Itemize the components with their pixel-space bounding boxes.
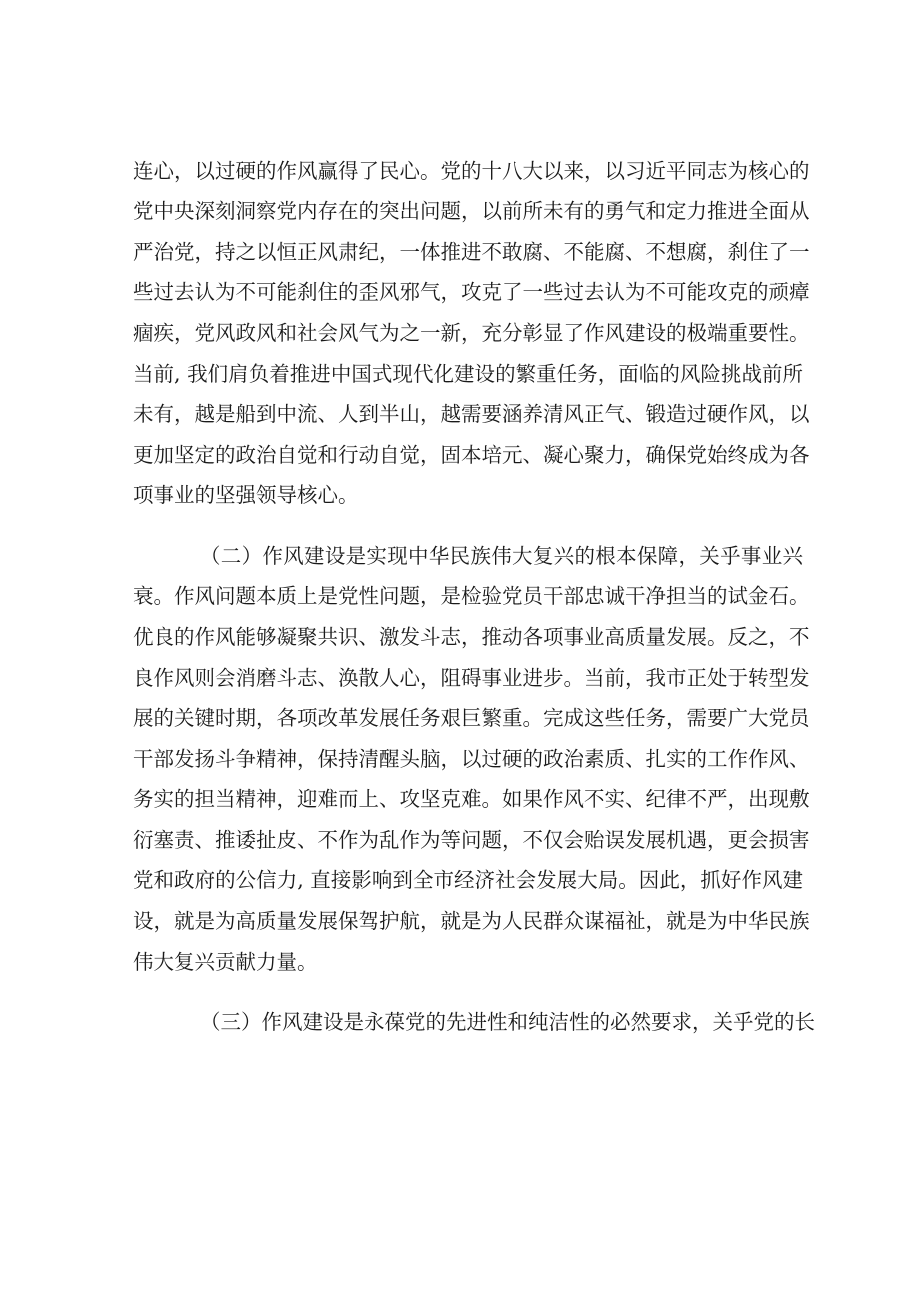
paragraph-2-line-1: （二）作风建设是实现中华民族伟大复兴的根本保障，关乎事业兴 bbox=[200, 544, 803, 568]
paragraph-2-line-10: 设，就是为高质量发展保驾护航，就是为人民群众谋福祉，就是为中华民族 bbox=[133, 909, 810, 933]
paragraph-2-line-2: 衰。作风问题本质上是党性问题，是检验党员干部忠诚干净担当的试金石。 bbox=[133, 584, 810, 608]
paragraph-1-line-2: 党中央深刻洞察党内存在的突出问题，以前所未有的勇气和定力推进全面从 bbox=[133, 199, 810, 223]
paragraph-2-line-4: 良作风则会消磨斗志、涣散人心，阻碍事业进步。当前，我市正处于转型发 bbox=[133, 666, 810, 690]
paragraph-3-line-1: （三）作风建设是永葆党的先进性和纯洁性的必然要求，关乎党的长 bbox=[200, 1010, 815, 1034]
paragraph-1-line-9: 项事业的坚强领导核心。 bbox=[133, 483, 359, 507]
paragraph-2-line-8: 衍塞责、推诿扯皮、不作为乱作为等问题，不仅会贻误发展机遇，更会损害 bbox=[133, 828, 810, 852]
paragraph-1-line-7: 未有，越是船到中流、人到半山，越需要涵养清风正气、锻造过硬作风，以 bbox=[133, 402, 810, 426]
paragraph-1-line-6: 当前, 我们肩负着推进中国式现代化建设的繁重任务，面临的风险挑战前所 bbox=[133, 362, 803, 386]
paragraph-1-line-1: 连心，以过硬的作风赢得了民心。党的十八大以来，以习近平同志为核心的 bbox=[133, 159, 810, 183]
paragraph-1-line-5: 痼疾，党风政风和社会风气为之一新，充分彰显了作风建设的极端重要性。 bbox=[133, 321, 810, 345]
paragraph-2-line-3: 优良的作风能够凝聚共识、激发斗志，推动各项事业高质量发展。反之，不 bbox=[133, 625, 810, 649]
paragraph-2-line-6: 干部发扬斗争精神，保持清醒头脑，以过硬的政治素质、扎实的工作作风、 bbox=[133, 747, 810, 771]
paragraph-2-line-9: 党和政府的公信力, 直接影响到全市经济社会发展大局。因此，抓好作风建 bbox=[133, 868, 803, 892]
paragraph-2-line-11: 伟大复兴贡献力量。 bbox=[133, 950, 318, 974]
paragraph-1-line-3: 严治党，持之以恒正风肃纪，一体推进不敢腐、不能腐、不想腐，刹住了一 bbox=[133, 240, 810, 264]
paragraph-1-line-8: 更加坚定的政治自觉和行动自觉，固本培元、凝心聚力，确保党始终成为各 bbox=[133, 443, 810, 467]
paragraph-2-line-7: 务实的担当精神，迎难而上、攻坚克难。如果作风不实、纪律不严，出现敷 bbox=[133, 787, 810, 811]
paragraph-1-line-4: 些过去认为不可能刹住的歪风邪气，攻克了一些过去认为不可能攻克的顽瘴 bbox=[133, 280, 810, 304]
paragraph-2-line-5: 展的关键时期，各项改革发展任务艰巨繁重。完成这些任务，需要广大党员 bbox=[133, 706, 810, 730]
